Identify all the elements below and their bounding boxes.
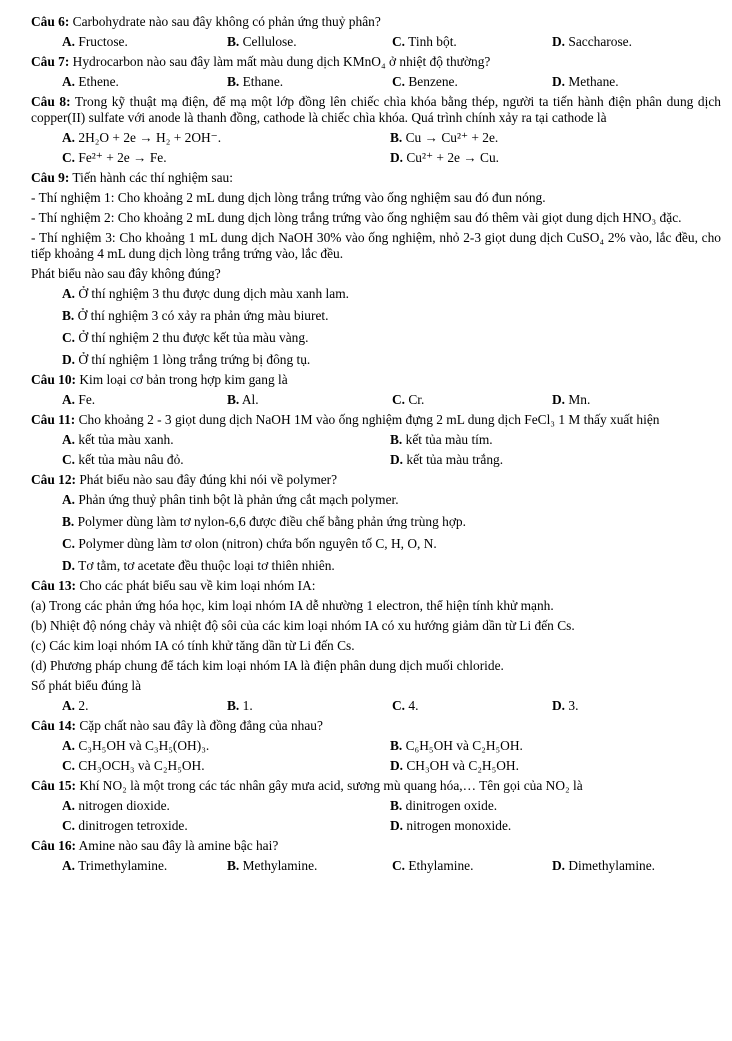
option-text: Phản ứng thuỷ phân tinh bột là phản ứng cắt mạch polymer. — [75, 492, 399, 507]
option-letter: B. — [62, 514, 75, 529]
option-text: Al. — [239, 392, 259, 407]
question-stem: Trong kỹ thuật mạ điện, để mạ một lớp đồng lên chiếc chìa khóa bằng thép, người ta tiến hành điện phân dung dịch copper(II) sulfate với anode là thanh đồng, cathode là chiếc chìa khóa. Quá trình chính xảy ra tại cathode là — [31, 94, 721, 125]
option-text: nitrogen dioxide. — [75, 798, 170, 813]
question-stem: Tiến hành các thí nghiệm sau: — [69, 170, 233, 185]
question-block — [31, 14, 721, 50]
answer-option[interactable] — [62, 330, 721, 346]
option-letter: B. — [390, 738, 403, 753]
answer-option[interactable] — [62, 452, 390, 468]
option-letter: A. — [62, 34, 76, 49]
answer-option[interactable] — [62, 74, 227, 90]
answer-option[interactable] — [227, 858, 392, 874]
question-stem: Phát biểu nào sau đây đúng khi nói về polymer? — [76, 472, 338, 487]
option-text: 1. — [239, 698, 253, 713]
answer-options — [31, 798, 721, 834]
option-letter: B. — [62, 308, 75, 323]
option-text: Ethane. — [239, 74, 284, 89]
answer-options — [31, 858, 721, 874]
option-letter: D. — [552, 698, 566, 713]
option-text: Ở thí nghiệm 3 thu được dung dịch màu xanh lam. — [75, 286, 349, 301]
answer-option[interactable] — [62, 308, 721, 324]
answer-option[interactable] — [62, 352, 721, 368]
option-text: C₃H₅OH và C₃H₅(OH)₃. — [75, 738, 210, 753]
answer-options — [31, 74, 721, 90]
question-block — [31, 718, 721, 774]
option-text: kết tủa màu trắng. — [403, 452, 504, 467]
answer-option[interactable] — [390, 452, 720, 468]
question-stem-line — [31, 718, 721, 734]
option-letter: C. — [392, 74, 406, 89]
option-text: Cu²⁺ + 2e → Cu. — [403, 150, 500, 165]
option-letter: A. — [62, 286, 76, 301]
option-text: Benzene. — [405, 74, 458, 89]
answer-option[interactable] — [552, 392, 712, 408]
answer-options — [31, 392, 721, 408]
question-block — [31, 94, 721, 166]
answer-option[interactable] — [390, 432, 720, 448]
option-letter: A. — [62, 392, 76, 407]
answer-options — [31, 286, 721, 368]
option-letter: A. — [62, 698, 76, 713]
answer-option[interactable] — [62, 130, 390, 146]
question-stem-line — [31, 472, 721, 488]
option-letter: D. — [552, 392, 566, 407]
answer-option[interactable] — [227, 698, 392, 714]
option-letter: D. — [390, 150, 404, 165]
answer-option[interactable] — [62, 558, 721, 574]
answer-option[interactable] — [390, 758, 720, 774]
answer-option[interactable] — [392, 392, 552, 408]
question-subline: (a) Trong các phản ứng hóa học, kim loại nhóm IA dễ nhường 1 electron, thể hiện tính khử mạnh. — [31, 598, 554, 613]
question-label: Câu 13: — [31, 578, 77, 593]
answer-option[interactable] — [392, 34, 552, 50]
question-block — [31, 170, 721, 368]
answer-option[interactable] — [392, 698, 552, 714]
option-letter: D. — [62, 352, 76, 367]
option-text: Fe²⁺ + 2e → Fe. — [75, 150, 167, 165]
option-text: dinitrogen oxide. — [402, 798, 498, 813]
answer-options — [31, 698, 721, 714]
option-text: kết tủa màu tím. — [402, 432, 493, 447]
question-stem-line — [31, 578, 721, 594]
option-letter: C. — [62, 150, 76, 165]
option-text: 2H₂O + 2e → H₂ + 2OH⁻. — [75, 130, 222, 145]
question-subline: Phát biểu nào sau đây không đúng? — [31, 266, 221, 281]
option-letter: C. — [62, 452, 76, 467]
option-text: Polymer dùng làm tơ nylon-6,6 được điều chế bằng phản ứng trùng hợp. — [74, 514, 466, 529]
question-stem: Khí NO₂ là một trong các tác nhân gây mưa acid, sương mù quang hóa,… Tên gọi của NO₂ là — [76, 778, 583, 793]
answer-option[interactable] — [390, 150, 720, 166]
option-letter: B. — [227, 392, 240, 407]
question-stem: Cho khoảng 2 - 3 giọt dung dịch NaOH 1M vào ống nghiệm đựng 2 mL dung dịch FeCl₃ 1 M thấy xuất hiện — [75, 412, 660, 427]
question-label: Câu 11: — [31, 412, 76, 427]
question-block — [31, 412, 721, 468]
option-letter: C. — [392, 698, 406, 713]
question-label: Câu 6: — [31, 14, 70, 29]
answer-option[interactable] — [552, 858, 712, 874]
answer-option[interactable] — [62, 392, 227, 408]
question-block — [31, 578, 721, 714]
option-letter: D. — [62, 558, 76, 573]
option-letter: B. — [227, 858, 240, 873]
answer-option[interactable] — [552, 698, 712, 714]
answer-option[interactable] — [62, 492, 721, 508]
answer-option[interactable] — [62, 798, 390, 814]
question-label: Câu 9: — [31, 170, 70, 185]
option-text: kết tủa màu nâu đỏ. — [75, 452, 184, 467]
option-text: nitrogen monoxide. — [403, 818, 512, 833]
option-letter: C. — [62, 536, 76, 551]
question-block — [31, 778, 721, 834]
question-stem-line — [31, 54, 721, 70]
option-letter: C. — [62, 330, 76, 345]
question-subline: (b) Nhiệt độ nóng chảy và nhiệt độ sôi của các kim loại nhóm IA có xu hướng giảm dần từ Li đến Cs. — [31, 618, 575, 633]
question-stem-line — [31, 412, 721, 428]
answer-options — [31, 432, 721, 468]
answer-option[interactable] — [62, 758, 390, 774]
question-block — [31, 838, 721, 874]
option-text: Ở thí nghiệm 3 có xảy ra phản ứng màu biuret. — [74, 308, 329, 323]
question-label: Câu 10: — [31, 372, 77, 387]
question-block — [31, 472, 721, 574]
question-subline: (d) Phương pháp chung để tách kim loại nhóm IA là điện phân dung dịch muối chloride. — [31, 658, 504, 673]
question-stem: Amine nào sau đây là amine bậc hai? — [76, 838, 279, 853]
option-text: Trimethylamine. — [75, 858, 168, 873]
question-stem-line — [31, 778, 721, 794]
exam-document — [31, 14, 721, 874]
option-text: Ethene. — [75, 74, 119, 89]
option-text: Mn. — [565, 392, 591, 407]
question-subline: (c) Các kim loại nhóm IA có tính khử tăng dần từ Li đến Cs. — [31, 638, 355, 653]
option-letter: C. — [62, 758, 76, 773]
answer-option[interactable] — [62, 150, 390, 166]
option-text: CH₃OH và C₂H₅OH. — [403, 758, 519, 773]
option-letter: C. — [392, 392, 406, 407]
option-text: Methylamine. — [239, 858, 318, 873]
option-text: dinitrogen tetroxide. — [75, 818, 188, 833]
question-stem: Hydrocarbon nào sau đây làm mất màu dung dịch KMnO₄ ở nhiệt độ thường? — [69, 54, 491, 69]
option-letter: B. — [227, 34, 240, 49]
question-label: Câu 14: — [31, 718, 77, 733]
answer-option[interactable] — [62, 536, 721, 552]
option-letter: D. — [552, 74, 566, 89]
question-stem-line — [31, 838, 721, 854]
answer-option[interactable] — [227, 34, 392, 50]
answer-option[interactable] — [552, 34, 712, 50]
question-stem: Cặp chất nào sau đây là đồng đẳng của nhau? — [76, 718, 323, 733]
option-text: Dimethylamine. — [565, 858, 656, 873]
question-label: Câu 8: — [31, 94, 71, 109]
option-letter: D. — [390, 758, 404, 773]
option-text: Tinh bột. — [405, 34, 457, 49]
question-subline: - Thí nghiệm 2: Cho khoảng 2 mL dung dịch lòng trắng trứng vào ống nghiệm sau đó thêm vài giọt dung dịch HNO₃ đặc. — [31, 210, 682, 225]
option-text: Methane. — [565, 74, 619, 89]
question-subline: Số phát biểu đúng là — [31, 678, 142, 693]
answer-option[interactable] — [392, 74, 552, 90]
answer-option[interactable] — [62, 432, 390, 448]
answer-option[interactable] — [392, 858, 552, 874]
answer-option[interactable] — [62, 818, 390, 834]
answer-option[interactable] — [62, 858, 227, 874]
option-letter: A. — [62, 492, 76, 507]
answer-option[interactable] — [62, 698, 227, 714]
option-text: Cellulose. — [239, 34, 297, 49]
option-letter: B. — [390, 130, 403, 145]
option-text: C₆H₅OH và C₂H₅OH. — [402, 738, 523, 753]
option-letter: D. — [552, 858, 566, 873]
answer-option[interactable] — [390, 818, 720, 834]
option-text: Ethylamine. — [405, 858, 474, 873]
answer-option[interactable] — [62, 34, 227, 50]
answer-option[interactable] — [227, 74, 392, 90]
answer-option[interactable] — [390, 130, 720, 146]
question-label: Câu 16: — [31, 838, 77, 853]
answer-option[interactable] — [62, 738, 390, 754]
answer-options — [31, 34, 721, 50]
option-text: Ở thí nghiệm 2 thu được kết tủa màu vàng. — [75, 330, 309, 345]
option-letter: C. — [392, 858, 406, 873]
question-block — [31, 372, 721, 408]
option-text: Polymer dùng làm tơ olon (nitron) chứa bốn nguyên tố C, H, O, N. — [75, 536, 437, 551]
option-text: Tơ tằm, tơ acetate đều thuộc loại tơ thiên nhiên. — [75, 558, 335, 573]
option-text: Saccharose. — [565, 34, 632, 49]
option-text: kết tủa màu xanh. — [75, 432, 174, 447]
option-letter: B. — [227, 74, 240, 89]
option-letter: A. — [62, 130, 76, 145]
option-text: Ở thí nghiệm 1 lòng trắng trứng bị đông tụ. — [75, 352, 311, 367]
option-letter: D. — [390, 818, 404, 833]
question-subline: - Thí nghiệm 3: Cho khoảng 1 mL dung dịch NaOH 30% vào ống nghiệm, nhỏ 2-3 giọt dung dịch CuSO₄ 2% vào, lắc đều, cho tiếp khoảng 4 mL dung dịch lòng trắng trứng vào, lắc đều. — [31, 230, 721, 261]
option-letter: A. — [62, 432, 76, 447]
option-text: 3. — [565, 698, 579, 713]
option-letter: A. — [62, 798, 76, 813]
option-letter: C. — [392, 34, 406, 49]
question-subline: - Thí nghiệm 1: Cho khoảng 2 mL dung dịch lòng trắng trứng vào ống nghiệm sau đó đun nóng. — [31, 190, 546, 205]
question-stem: Cho các phát biểu sau về kim loại nhóm IA: — [76, 578, 316, 593]
answer-option[interactable] — [552, 74, 712, 90]
option-letter: A. — [62, 74, 76, 89]
option-letter: B. — [390, 432, 403, 447]
option-text: 2. — [75, 698, 89, 713]
answer-options — [31, 738, 721, 774]
question-block — [31, 54, 721, 90]
answer-option[interactable] — [62, 514, 721, 530]
question-stem-line — [31, 170, 721, 186]
question-stem-line — [31, 14, 721, 30]
question-stem-line — [31, 372, 721, 388]
answer-option[interactable] — [62, 286, 721, 302]
option-text: 4. — [405, 698, 419, 713]
answer-options — [31, 130, 721, 166]
option-text: CH₃OCH₃ và C₂H₅OH. — [75, 758, 205, 773]
question-stem: Kim loại cơ bản trong hợp kim gang là — [76, 372, 288, 387]
question-stem-line — [31, 94, 721, 126]
answer-options — [31, 492, 721, 574]
option-letter: B. — [390, 798, 403, 813]
answer-option[interactable] — [227, 392, 392, 408]
option-text: Fe. — [75, 392, 96, 407]
option-letter: D. — [390, 452, 404, 467]
question-label: Câu 7: — [31, 54, 70, 69]
option-text: Cu → Cu²⁺ + 2e. — [402, 130, 499, 145]
option-letter: D. — [552, 34, 566, 49]
question-label: Câu 12: — [31, 472, 77, 487]
option-text: Cr. — [405, 392, 425, 407]
option-letter: C. — [62, 818, 76, 833]
question-label: Câu 15: — [31, 778, 77, 793]
option-letter: A. — [62, 738, 76, 753]
option-letter: A. — [62, 858, 76, 873]
answer-option[interactable] — [390, 798, 720, 814]
option-text: Fructose. — [75, 34, 128, 49]
option-letter: B. — [227, 698, 240, 713]
question-stem: Carbohydrate nào sau đây không có phản ứng thuỷ phân? — [69, 14, 381, 29]
answer-option[interactable] — [390, 738, 720, 754]
